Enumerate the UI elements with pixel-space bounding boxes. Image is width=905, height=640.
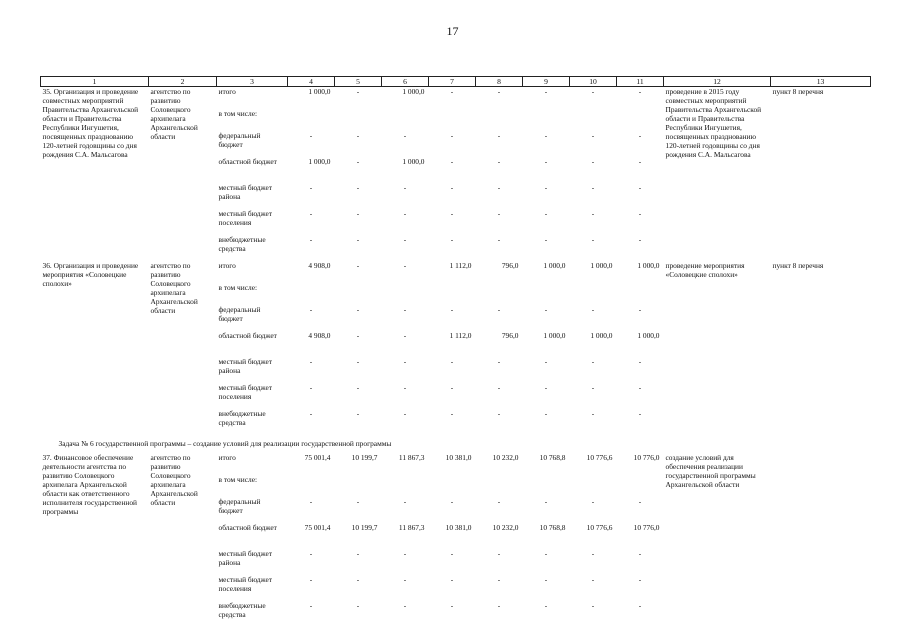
amount-cell xyxy=(617,109,664,131)
amount-cell: 10 199,7 xyxy=(351,523,378,533)
amount-cell: - xyxy=(450,383,454,393)
amount-cell: - xyxy=(403,549,407,559)
amount-cell: - xyxy=(356,575,360,585)
funding-source-label: в том числе: xyxy=(218,283,258,293)
amount-cell: - xyxy=(591,183,595,193)
amount-cell: - xyxy=(450,183,454,193)
amount-cell: 1 000,0 xyxy=(308,87,331,97)
amount-cell: - xyxy=(638,575,642,585)
amount-cell: - xyxy=(591,409,595,419)
amount-cell: 10 776,6 xyxy=(586,523,613,533)
amount-cell: - xyxy=(450,497,454,507)
amount-cell xyxy=(570,475,617,497)
amount-cell: - xyxy=(450,305,454,315)
funding-source-label: итого xyxy=(218,261,236,271)
amount-cell: - xyxy=(497,497,501,507)
amount-cell: 1 000,0 xyxy=(543,261,566,271)
funding-source-label: внебюджетные средства xyxy=(218,601,266,620)
amount-cell: 1 000,0 xyxy=(590,261,613,271)
funding-source-label: итого xyxy=(218,87,236,97)
amount-cell: - xyxy=(356,261,360,271)
amount-cell: 1 112,0 xyxy=(449,331,472,341)
amount-cell: - xyxy=(544,235,548,245)
funding-source-label: местный бюджет поселения xyxy=(218,575,273,594)
amount-cell xyxy=(476,475,523,497)
table-row xyxy=(41,87,871,110)
amount-cell: 1 000,0 xyxy=(402,87,425,97)
amount-cell: 1 000,0 xyxy=(637,331,660,341)
amount-cell: - xyxy=(638,157,642,167)
program-table xyxy=(40,76,871,627)
amount-cell: - xyxy=(403,575,407,585)
amount-cell: - xyxy=(403,235,407,245)
amount-cell: - xyxy=(544,497,548,507)
amount-cell: - xyxy=(544,209,548,219)
column-number: 2 xyxy=(149,77,217,87)
amount-cell: - xyxy=(450,209,454,219)
amount-cell: - xyxy=(497,383,501,393)
funding-source-label: областной бюджет xyxy=(218,523,277,533)
amount-cell xyxy=(523,475,570,497)
amount-cell: - xyxy=(591,383,595,393)
amount-cell: 1 112,0 xyxy=(449,261,472,271)
funding-source-label: местный бюджет района xyxy=(218,183,273,202)
executor-cell: агентство по развитию Соловецкого архипелага Архангельской области xyxy=(150,261,198,316)
indicator-link xyxy=(771,453,871,627)
amount-cell xyxy=(523,283,570,305)
amount-cell: - xyxy=(356,157,360,167)
amount-cell: - xyxy=(403,131,407,141)
amount-cell: - xyxy=(356,183,360,193)
amount-cell: - xyxy=(450,409,454,419)
table-body xyxy=(41,87,871,628)
amount-cell: - xyxy=(638,183,642,193)
amount-cell: - xyxy=(497,575,501,585)
amount-cell: - xyxy=(638,235,642,245)
amount-cell: 1 000,0 xyxy=(402,157,425,167)
amount-cell: - xyxy=(638,601,642,611)
amount-cell: 10 768,8 xyxy=(539,523,566,533)
amount-cell: - xyxy=(544,305,548,315)
task-heading: Задача № 6 государственной программы – создание условий для реализации государственной программы xyxy=(58,439,392,449)
amount-cell: 11 867,3 xyxy=(398,453,425,463)
amount-cell xyxy=(476,109,523,131)
executor-cell: агентство по развитию Соловецкого архипелага Архангельской области xyxy=(150,453,198,508)
funding-source-label: федеральный бюджет xyxy=(218,305,261,324)
amount-cell: - xyxy=(544,383,548,393)
amount-cell: - xyxy=(591,87,595,97)
amount-cell xyxy=(617,475,664,497)
amount-cell: - xyxy=(403,409,407,419)
funding-source-label: местный бюджет района xyxy=(218,357,273,376)
amount-cell: - xyxy=(544,409,548,419)
column-number: 7 xyxy=(429,77,476,87)
amount-cell: - xyxy=(403,383,407,393)
funding-source-label: внебюджетные средства xyxy=(218,409,266,428)
funding-source-label: в том числе: xyxy=(218,475,258,485)
amount-cell: - xyxy=(497,549,501,559)
amount-cell xyxy=(335,283,382,305)
amount-cell: - xyxy=(356,87,360,97)
amount-cell: - xyxy=(309,235,313,245)
table-row xyxy=(41,453,871,475)
amount-cell: - xyxy=(544,87,548,97)
funding-source-label: местный бюджет поселения xyxy=(218,209,273,228)
task-heading-row xyxy=(41,435,871,453)
funding-source-label: итого xyxy=(218,453,236,463)
amount-cell: - xyxy=(497,357,501,367)
amount-cell: 10 199,7 xyxy=(351,453,378,463)
amount-cell: - xyxy=(638,87,642,97)
activity-title: 37. Финансовое обеспечение деятельности агентства по развитию Соловецкого архипелага Архангельской области как ответственного исполнителя государственной программы xyxy=(42,453,138,517)
amount-cell: - xyxy=(638,357,642,367)
amount-cell: - xyxy=(309,357,313,367)
amount-cell: - xyxy=(544,549,548,559)
amount-cell: - xyxy=(591,575,595,585)
amount-cell: - xyxy=(450,131,454,141)
amount-cell: - xyxy=(591,357,595,367)
amount-cell: - xyxy=(497,131,501,141)
expected-result: создание условий для обеспечения реализации государственной программы Архангельской области xyxy=(665,453,756,490)
amount-cell xyxy=(429,283,476,305)
amount-cell: - xyxy=(309,601,313,611)
amount-cell: - xyxy=(591,131,595,141)
funding-source-label: внебюджетные средства xyxy=(218,235,266,254)
amount-cell: - xyxy=(356,131,360,141)
column-number: 12 xyxy=(664,77,771,87)
amount-cell xyxy=(335,109,382,131)
amount-cell: - xyxy=(356,497,360,507)
amount-cell: - xyxy=(544,157,548,167)
amount-cell: - xyxy=(403,261,407,271)
amount-cell: - xyxy=(591,209,595,219)
amount-cell: - xyxy=(356,357,360,367)
amount-cell xyxy=(288,283,335,305)
column-number: 13 xyxy=(771,77,871,87)
amount-cell xyxy=(288,109,335,131)
amount-cell: - xyxy=(403,357,407,367)
amount-cell xyxy=(617,283,664,305)
amount-cell: - xyxy=(309,131,313,141)
amount-cell xyxy=(288,475,335,497)
amount-cell: 1 000,0 xyxy=(543,331,566,341)
amount-cell: - xyxy=(309,209,313,219)
amount-cell: - xyxy=(544,357,548,367)
amount-cell: - xyxy=(356,331,360,341)
amount-cell: 75 001,4 xyxy=(304,523,331,533)
amount-cell: - xyxy=(544,183,548,193)
amount-cell: - xyxy=(638,209,642,219)
column-number: 4 xyxy=(288,77,335,87)
column-number: 9 xyxy=(523,77,570,87)
column-number: 10 xyxy=(570,77,617,87)
executor-cell: агентство по развитию Соловецкого архипелага Архангельской области xyxy=(150,87,198,142)
amount-cell xyxy=(382,109,429,131)
amount-cell: 10 232,0 xyxy=(492,523,519,533)
amount-cell xyxy=(570,109,617,131)
amount-cell: - xyxy=(497,305,501,315)
amount-cell: 1 000,0 xyxy=(308,157,331,167)
amount-cell: - xyxy=(309,549,313,559)
amount-cell: - xyxy=(450,87,454,97)
amount-cell: 75 001,4 xyxy=(304,453,331,463)
funding-source-label: местный бюджет поселения xyxy=(218,383,273,402)
amount-cell: - xyxy=(638,549,642,559)
amount-cell: - xyxy=(497,209,501,219)
amount-cell xyxy=(335,475,382,497)
amount-cell: - xyxy=(544,131,548,141)
amount-cell: - xyxy=(403,183,407,193)
amount-cell: - xyxy=(638,383,642,393)
amount-cell: - xyxy=(356,209,360,219)
amount-cell: - xyxy=(309,497,313,507)
amount-cell: - xyxy=(356,383,360,393)
column-number-row xyxy=(41,77,871,87)
column-number: 11 xyxy=(617,77,664,87)
expected-result: проведение мероприятия «Соловецкие сполохи» xyxy=(665,261,745,280)
amount-cell: - xyxy=(309,183,313,193)
amount-cell: - xyxy=(450,575,454,585)
amount-cell: 10 776,0 xyxy=(633,523,660,533)
amount-cell: - xyxy=(544,601,548,611)
amount-cell: - xyxy=(591,305,595,315)
table-row xyxy=(41,261,871,283)
amount-cell: 10 381,0 xyxy=(445,523,472,533)
amount-cell: - xyxy=(450,357,454,367)
amount-cell: 10 776,6 xyxy=(586,453,613,463)
indicator-link: пункт 8 перечня xyxy=(772,261,824,271)
amount-cell: - xyxy=(403,601,407,611)
column-number: 8 xyxy=(476,77,523,87)
amount-cell: - xyxy=(497,183,501,193)
amount-cell: 1 000,0 xyxy=(590,331,613,341)
amount-cell: - xyxy=(591,601,595,611)
amount-cell: - xyxy=(356,601,360,611)
amount-cell: - xyxy=(356,409,360,419)
amount-cell: - xyxy=(497,87,501,97)
page-number: 17 xyxy=(446,24,459,38)
amount-cell xyxy=(382,283,429,305)
column-number: 5 xyxy=(335,77,382,87)
amount-cell xyxy=(523,109,570,131)
amount-cell: - xyxy=(403,305,407,315)
amount-cell: 10 768,8 xyxy=(539,453,566,463)
amount-cell: - xyxy=(638,131,642,141)
funding-source-label: в том числе: xyxy=(218,109,258,119)
amount-cell xyxy=(570,283,617,305)
amount-cell: - xyxy=(309,575,313,585)
amount-cell: 1 000,0 xyxy=(637,261,660,271)
amount-cell: - xyxy=(450,235,454,245)
amount-cell: - xyxy=(450,601,454,611)
column-number: 3 xyxy=(217,77,288,87)
amount-cell: - xyxy=(591,549,595,559)
amount-cell: - xyxy=(497,235,501,245)
funding-source-label: федеральный бюджет xyxy=(218,497,261,516)
amount-cell: - xyxy=(356,549,360,559)
amount-cell: - xyxy=(497,157,501,167)
expected-result: проведение в 2015 году совместных мероприятий Правительства Архангельской области и Правительства Республики Ингушетия, посвященных празднованию 120-летней годовщины со дня рождения С.А. Мальсагова xyxy=(665,87,762,160)
amount-cell: 10 776,0 xyxy=(633,453,660,463)
amount-cell: 796,0 xyxy=(501,331,519,341)
amount-cell: - xyxy=(356,305,360,315)
amount-cell: - xyxy=(591,157,595,167)
amount-cell: 11 867,3 xyxy=(398,523,425,533)
amount-cell: 4 908,0 xyxy=(308,261,331,271)
amount-cell: - xyxy=(497,601,501,611)
funding-source-label: местный бюджет района xyxy=(218,549,273,568)
amount-cell xyxy=(429,475,476,497)
amount-cell: 10 232,0 xyxy=(492,453,519,463)
amount-cell: - xyxy=(497,409,501,419)
funding-source-label: областной бюджет xyxy=(218,157,277,167)
column-number: 6 xyxy=(382,77,429,87)
amount-cell: - xyxy=(591,235,595,245)
amount-cell: - xyxy=(403,209,407,219)
amount-cell: - xyxy=(591,497,595,507)
amount-cell: 10 381,0 xyxy=(445,453,472,463)
amount-cell xyxy=(429,109,476,131)
amount-cell: - xyxy=(638,409,642,419)
amount-cell: - xyxy=(403,331,407,341)
indicator-link: пункт 8 перечня xyxy=(772,87,824,97)
amount-cell: - xyxy=(450,549,454,559)
amount-cell: - xyxy=(403,497,407,507)
amount-cell: - xyxy=(309,383,313,393)
amount-cell xyxy=(382,475,429,497)
amount-cell: 4 908,0 xyxy=(308,331,331,341)
column-number: 1 xyxy=(41,77,149,87)
amount-cell xyxy=(476,283,523,305)
activity-title: 35. Организация и проведение совместных мероприятий Правительства Архангельской области и Правительства Республики Ингушетия, посвященных празднованию 120-летней годовщины со дня рождения С.А. Мальсагова xyxy=(42,87,139,160)
funding-source-label: федеральный бюджет xyxy=(218,131,261,150)
amount-cell: - xyxy=(309,305,313,315)
amount-cell: - xyxy=(638,497,642,507)
amount-cell: - xyxy=(638,305,642,315)
amount-cell: - xyxy=(309,409,313,419)
amount-cell: 796,0 xyxy=(501,261,519,271)
amount-cell: - xyxy=(544,575,548,585)
funding-source-label: областной бюджет xyxy=(218,331,277,341)
amount-cell: - xyxy=(450,157,454,167)
activity-title: 36. Организация и проведение мероприятия «Соловецкие сполохи» xyxy=(42,261,139,289)
amount-cell: - xyxy=(356,235,360,245)
